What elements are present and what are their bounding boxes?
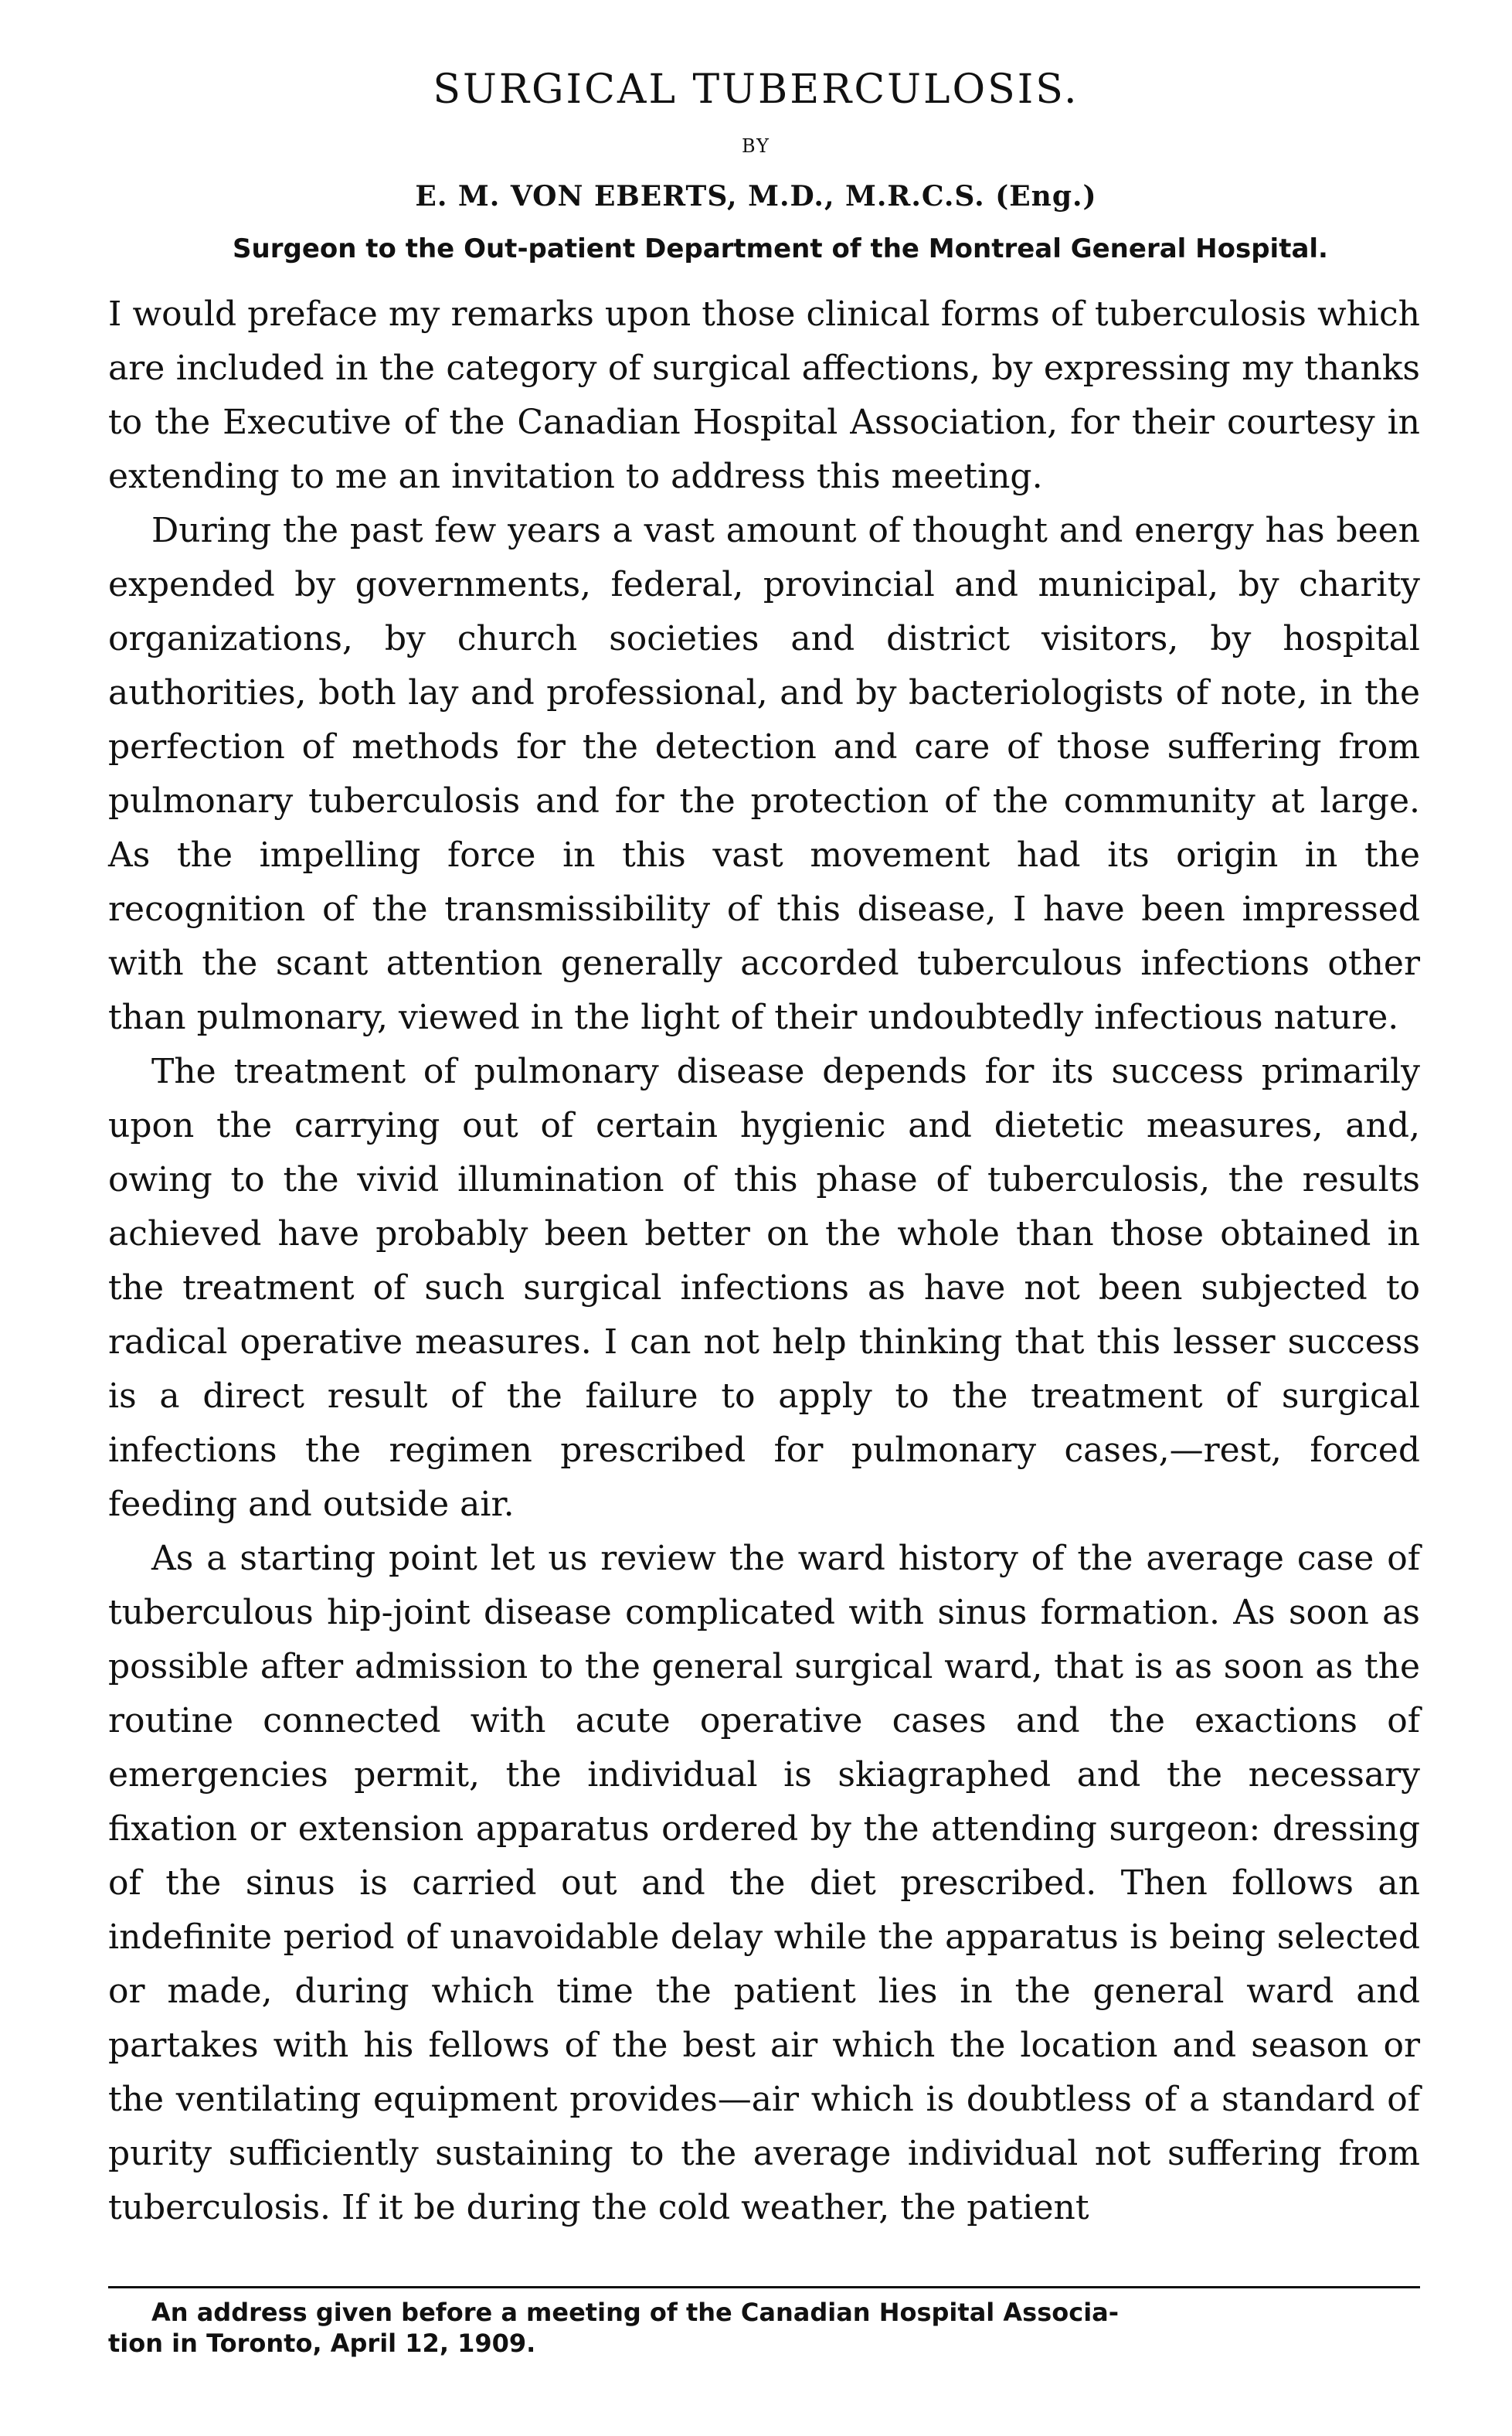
- author-name: E. M. VON EBERTS, M.D., M.R.C.S. (Eng.): [415, 180, 1097, 213]
- author-affiliation: Surgeon to the Out-patient Department of the Montreal General Hospital.: [233, 233, 1328, 264]
- paragraph-3: The treatment of pulmonary disease depends for its success primarily upon the carrying out of certain hygienic and dietetic measures, and, owing to the vivid illumination of this phase of tuberculosis, the results achieved have probably been better on the whole than those obtained in the treatment of such surgical infections as have not been subjected to radical operative measures. I can not help thinking that this lesser success is a direct result of the failure to apply to the treatment of surgical infections the regimen prescribed for pulmonary cases,—rest, forced feeding and outside air.: [108, 1052, 1420, 1524]
- footnote-divider: [108, 2286, 1420, 2288]
- paragraph-2: During the past few years a vast amount of thought and energy has been expended by governments, federal, provincial and municipal, by charity organizations, by church societies and district visitors, by hospital authorities, both lay and professional, and by bacteriologists of note, in the perfection of methods for the detection and care of those suffering from pulmonary tuberculosis and for the protection of the community at large. As the impelling force in this vast movement had its origin in the recognition of the transmissibility of this disease, I have been impressed with the scant attention generally accorded tuberculous infections other than pulmonary, viewed in the light of their undoubtedly infectious nature.: [108, 511, 1420, 1037]
- footnote-line-1: An address given before a meeting of the Canadian Hospital Associa-: [151, 2298, 1120, 2327]
- footnote-line-2: tion in Toronto, April 12, 1909.: [108, 2329, 536, 2358]
- article-body: [108, 287, 1420, 2235]
- footnote: [108, 2297, 1420, 2359]
- byline: BY: [741, 135, 771, 157]
- paragraph-4: As a starting point let us review the ward history of the average case of tuberculous hip-joint disease complicated with sinus formation. As soon as possible after admission to the general surgical ward, that is as soon as the routine connected with acute operative cases and the exactions of emergencies permit, the individual is skiagraphed and the necessary fixation or extension apparatus ordered by the attending surgeon: dressing of the sinus is carried out and the diet prescribed. Then follows an indefinite period of unavoidable delay while the apparatus is being selected or made, during which time the patient lies in the general ward and partakes with his fellows of the best air which the location and season or the ventilating equipment provides—air which is doubtless of a standard of purity sufficiently sustaining to the average individual not suffering from tuberculosis. If it be during the cold weather, the patient: [108, 1539, 1420, 2227]
- paragraph-1: I would preface my remarks upon those clinical forms of tuberculosis which are included in the category of surgical affections, by expressing my thanks to the Executive of the Canadian Hospital Association, for their courtesy in extending to me an invitation to address this meeting.: [108, 294, 1420, 496]
- article-title: SURGICAL TUBERCULOSIS.: [433, 66, 1079, 113]
